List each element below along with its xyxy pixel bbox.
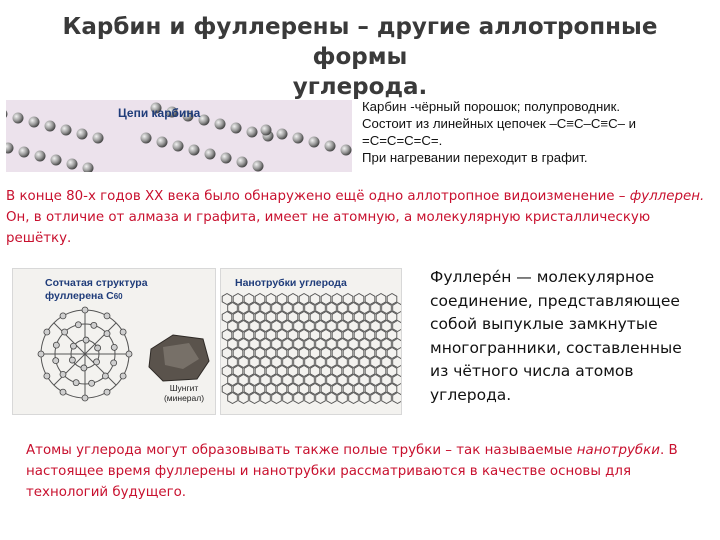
carbyne-line-3: =C=C=C=C=. xyxy=(362,133,443,148)
carbon-atom xyxy=(6,109,8,120)
nanotube-hexagon xyxy=(272,303,282,314)
fullerene-intro-paragraph xyxy=(6,186,711,249)
nanotube-hexagon xyxy=(349,339,359,350)
fullerene-atom xyxy=(53,358,59,364)
nanotube-hexagon xyxy=(283,357,293,368)
nanotube-hexagon xyxy=(393,321,401,332)
nanotube-hexagon xyxy=(327,321,337,332)
fullerene-label-line-2: фуллерена С60 xyxy=(45,290,123,302)
nanotube-hexagon xyxy=(283,393,293,404)
nanotube-hexagon xyxy=(382,393,392,404)
nanotube-hexagon xyxy=(288,366,298,377)
nanotube-hexagon xyxy=(338,321,348,332)
intro-text-part1: В конце 80-х годов XX века было обнаружено ещё одно аллотропное видоизменение – xyxy=(6,189,630,204)
nanotube-hexagon xyxy=(387,348,397,359)
nanotube-hexagon xyxy=(376,312,386,323)
fullerene-atom xyxy=(89,380,95,386)
nanotube-hexagon xyxy=(371,393,381,404)
carbon-atom xyxy=(341,145,352,156)
nanotube-hexagon xyxy=(244,366,254,377)
nanotube-hexagon xyxy=(316,357,326,368)
nanotube-hexagon xyxy=(250,393,260,404)
nanotube-hexagon xyxy=(310,348,320,359)
nanotube-hexagon xyxy=(327,339,337,350)
nanotube-hexagon xyxy=(327,375,337,386)
nanotube-hexagon xyxy=(261,357,271,368)
nanotube-hexagon xyxy=(343,366,353,377)
nanotube-hexagon xyxy=(266,294,276,305)
nanotube-hexagon xyxy=(327,393,337,404)
nanotube-hexagon xyxy=(228,321,238,332)
fullerene-atom xyxy=(104,389,110,395)
nanotube-hexagon xyxy=(327,303,337,314)
fullerene-atom xyxy=(126,351,132,357)
nanotube-hexagon xyxy=(250,339,260,350)
nanotube-hexagon xyxy=(360,357,370,368)
nanotube-hexagon xyxy=(283,303,293,314)
nanotube-hexagon xyxy=(305,375,315,386)
nanotube-hexagon xyxy=(250,357,260,368)
nanotube-hexagon xyxy=(316,303,326,314)
fullerene-definition xyxy=(430,266,715,408)
definition-line-1: Фуллере́н — молекулярное xyxy=(430,268,655,286)
carbon-atom xyxy=(189,145,200,156)
nanotube-hexagon xyxy=(233,294,243,305)
nanotube-hexagon xyxy=(338,339,348,350)
fullerene-atom xyxy=(111,344,117,350)
carbyne-chains-image xyxy=(6,100,352,172)
nanotube-hexagon xyxy=(393,339,401,350)
nanotube-hexagon xyxy=(338,303,348,314)
carbon-atom xyxy=(237,157,248,168)
fullerene-atom xyxy=(104,313,110,319)
nanotube-hexagon xyxy=(343,330,353,341)
nanotube-hexagon xyxy=(222,312,232,323)
nanotube-hexagon xyxy=(349,393,359,404)
carbon-atom xyxy=(45,121,56,132)
nanotube-text-part2: . В настоящее время фуллерены и нанотрубки рассматриваются в качестве основы для технологий будущего. xyxy=(26,443,678,500)
carbon-atom xyxy=(29,117,40,128)
nanotube-hexagon xyxy=(305,357,315,368)
nanotube-lattice-illustration xyxy=(221,269,401,414)
fullerene-label-subscript: 60 xyxy=(113,292,123,301)
nanotube-hexagon xyxy=(288,384,298,395)
fullerene-label-line-1: Сотчатая структура xyxy=(45,277,148,289)
carbon-atom xyxy=(83,163,94,173)
fullerene-atom xyxy=(60,389,66,395)
fullerene-atom xyxy=(62,329,68,335)
nanotube-hexagon xyxy=(327,357,337,368)
fullerene-atom xyxy=(44,373,50,379)
nanotube-hexagon xyxy=(393,393,401,404)
nanotube-hexagon xyxy=(261,339,271,350)
nanotube-hexagon xyxy=(338,357,348,368)
carbon-atom xyxy=(325,141,336,152)
carbon-atom xyxy=(231,123,242,134)
carbyne-line-4: При нагревании переходит в графит. xyxy=(362,150,588,165)
nanotube-hexagon xyxy=(228,357,238,368)
nanotube-hexagon xyxy=(239,393,249,404)
title-line-1: Карбин и фуллерены – другие аллотропные формы xyxy=(62,14,658,70)
nanotube-hexagon xyxy=(382,375,392,386)
nanotube-hexagon xyxy=(338,393,348,404)
nanotube-hexagon xyxy=(299,366,309,377)
fullerene-atom xyxy=(94,359,100,365)
nanotube-hexagon xyxy=(272,357,282,368)
nanotube-hexagon xyxy=(277,348,287,359)
fullerene-atom xyxy=(73,380,79,386)
nanotube-hexagon xyxy=(222,384,232,395)
nanotube-hexagon xyxy=(233,384,243,395)
nanotube-hexagon xyxy=(371,339,381,350)
nanotube-hexagon xyxy=(266,312,276,323)
nanotube-hexagon xyxy=(376,384,386,395)
nanotube-hexagon xyxy=(233,312,243,323)
nanotube-hexagon xyxy=(277,330,287,341)
nanotube-hexagon xyxy=(244,294,254,305)
nanotube-hexagon xyxy=(349,321,359,332)
nanotube-hexagon xyxy=(305,393,315,404)
nanotube-hexagon xyxy=(387,312,397,323)
nanotube-hexagon xyxy=(321,348,331,359)
nanotube-hexagon xyxy=(228,339,238,350)
intro-term-fullerene: фуллерен. xyxy=(629,189,705,204)
nanotube-hexagon xyxy=(321,366,331,377)
intro-text-part2: Он, в отличие от алмаза и графита, имеет не атомную, а молекулярную кристаллическую решётку. xyxy=(6,210,651,246)
nanotube-hexagon xyxy=(376,294,386,305)
nanotube-hexagon xyxy=(239,375,249,386)
nanotube-hexagon xyxy=(349,375,359,386)
nanotube-hexagon xyxy=(349,303,359,314)
nanotube-hexagon xyxy=(272,339,282,350)
nanotube-hexagon xyxy=(354,348,364,359)
nanotube-hexagon xyxy=(261,393,271,404)
definition-line-2: соединение, представляющее xyxy=(430,291,680,310)
fullerene-atom xyxy=(83,337,89,343)
nanotube-hexagon xyxy=(277,366,287,377)
nanotube-hexagon xyxy=(321,330,331,341)
nanotube-hexagon xyxy=(310,294,320,305)
nanotube-hexagon xyxy=(250,321,260,332)
nanotube-hexagon xyxy=(222,348,232,359)
nanotube-hexagon xyxy=(371,303,381,314)
shungite-mineral-image xyxy=(149,335,209,381)
nanotube-hexagon xyxy=(266,384,276,395)
nanotube-hexagon xyxy=(294,321,304,332)
nanotube-hexagon xyxy=(332,366,342,377)
nanotube-hexagon xyxy=(261,303,271,314)
nanotube-hexagon xyxy=(376,366,386,377)
nanotube-hexagon xyxy=(332,384,342,395)
nanotube-hexagon xyxy=(393,375,401,386)
fullerene-atom xyxy=(70,343,76,349)
fullerene-atom xyxy=(104,331,110,337)
nanotube-hexagon xyxy=(387,294,397,305)
nanotube-hexagon xyxy=(228,303,238,314)
definition-line-3: собой выпуклые замкнутые xyxy=(430,315,658,334)
carbon-atom xyxy=(93,133,104,144)
carbon-atom xyxy=(247,127,258,138)
nanotube-hexagon xyxy=(387,330,397,341)
nanotube-hexagon xyxy=(277,294,287,305)
definition-line-4: многогранники, составленные xyxy=(430,338,682,357)
nanotube-hexagon xyxy=(332,294,342,305)
nanotube-hexagon xyxy=(233,348,243,359)
nanotube-hexagon xyxy=(272,375,282,386)
nanotube-text-part1: Атомы углерода могут образовывать также полые трубки – так называемые xyxy=(26,443,577,458)
nanotube-hexagon xyxy=(393,357,401,368)
page-title xyxy=(20,12,700,102)
nanotube-hexagon xyxy=(316,375,326,386)
nanotube-hexagon xyxy=(321,312,331,323)
nanotube-hexagon xyxy=(354,330,364,341)
nanotube-hexagon xyxy=(382,357,392,368)
nanotube-hexagon xyxy=(266,330,276,341)
nanotube-hexagon xyxy=(222,330,232,341)
nanotube-hexagon xyxy=(255,294,265,305)
nanotube-hexagon xyxy=(272,321,282,332)
nanotube-hexagon xyxy=(239,339,249,350)
carbon-atom xyxy=(61,125,72,136)
fullerene-atom xyxy=(60,313,66,319)
nanotube-hexagon xyxy=(299,312,309,323)
nanotube-hexagon xyxy=(255,330,265,341)
nanotube-hexagon xyxy=(360,375,370,386)
nanotube-hexagon xyxy=(343,348,353,359)
carbon-atom xyxy=(13,113,24,124)
carbon-atom xyxy=(157,137,168,148)
nanotube-hexagon xyxy=(255,312,265,323)
nanotube-hexagon xyxy=(239,303,249,314)
fullerene-structure-image xyxy=(12,268,216,415)
nanotube-hexagon xyxy=(338,375,348,386)
nanotube-hexagon xyxy=(222,294,232,305)
nanotube-hexagon xyxy=(299,330,309,341)
nanotube-hexagon xyxy=(382,321,392,332)
nanotube-hexagon xyxy=(255,348,265,359)
nanotube-hexagon xyxy=(233,330,243,341)
fullerene-atom xyxy=(53,342,59,348)
carbon-atom xyxy=(77,129,88,140)
nanotube-hexagon xyxy=(316,321,326,332)
carbon-atom xyxy=(221,153,232,164)
title-line-2: углерода. xyxy=(292,74,428,100)
nanotube-hexagon xyxy=(277,384,287,395)
nanotube-hexagon xyxy=(305,321,315,332)
fullerene-atom xyxy=(82,395,88,401)
nanotube-hexagon xyxy=(283,321,293,332)
nanotube-hexagon xyxy=(288,348,298,359)
nanotube-hexagon xyxy=(382,303,392,314)
nanotube-hexagon xyxy=(365,330,375,341)
nanotube-hexagon xyxy=(255,366,265,377)
nanotube-hexagon xyxy=(299,294,309,305)
nanotube-hexagon xyxy=(343,312,353,323)
carbon-atom xyxy=(205,149,216,160)
nanotube-hexagon xyxy=(387,384,397,395)
nanotube-hexagon xyxy=(354,384,364,395)
carbon-atom xyxy=(6,143,14,154)
fullerene-atom xyxy=(102,373,108,379)
nanotube-hexagon xyxy=(310,366,320,377)
nanotube-hexagon xyxy=(332,312,342,323)
nanotube-hexagon xyxy=(321,384,331,395)
fullerene-atom xyxy=(91,322,97,328)
fullerene-atom xyxy=(38,351,44,357)
nanotube-hexagon xyxy=(321,294,331,305)
definition-line-5: из чётного числа атомов xyxy=(430,362,634,381)
nanotube-hexagon xyxy=(371,375,381,386)
nanotube-paragraph xyxy=(26,440,686,503)
nanotube-term: нанотрубки xyxy=(576,443,660,458)
nanotube-hexagon xyxy=(244,312,254,323)
nanotube-hexagon xyxy=(294,357,304,368)
fullerene-atom xyxy=(69,357,75,363)
nanotube-hexagon xyxy=(299,384,309,395)
fullerene-atom xyxy=(120,329,126,335)
fullerene-atom xyxy=(120,373,126,379)
nanotube-image xyxy=(220,268,402,415)
nanotube-hexagon xyxy=(222,366,232,377)
nanotube-hexagon xyxy=(343,294,353,305)
nanotube-hexagon xyxy=(371,357,381,368)
nanotube-image-label: Нанотрубки углерода xyxy=(235,277,347,289)
nanotube-hexagon xyxy=(228,375,238,386)
nanotube-hexagon xyxy=(360,393,370,404)
nanotube-hexagon xyxy=(310,384,320,395)
fullerene-atom xyxy=(82,307,88,313)
nanotube-hexagon xyxy=(255,384,265,395)
nanotube-hexagon xyxy=(244,330,254,341)
nanotube-hexagon xyxy=(365,348,375,359)
carbon-atom xyxy=(293,133,304,144)
nanotube-hexagon xyxy=(343,384,353,395)
nanotube-hexagon xyxy=(376,348,386,359)
carbon-atom xyxy=(35,151,46,162)
nanotube-hexagon xyxy=(299,348,309,359)
nanotube-hexagon xyxy=(261,375,271,386)
nanotube-hexagon xyxy=(250,375,260,386)
nanotube-hexagon xyxy=(365,366,375,377)
nanotube-hexagon xyxy=(310,312,320,323)
nanotube-hexagon xyxy=(288,312,298,323)
carbyne-description xyxy=(362,98,720,166)
nanotube-hexagon xyxy=(349,357,359,368)
fullerene-atom xyxy=(60,371,66,377)
nanotube-hexagon xyxy=(294,339,304,350)
nanotube-hexagon xyxy=(360,339,370,350)
carbyne-line-2: Состоит из линейных цепочек –C≡C–C≡C– и xyxy=(362,116,636,131)
nanotube-hexagon xyxy=(387,366,397,377)
carbon-atom xyxy=(67,159,78,170)
nanotube-hexagon xyxy=(376,330,386,341)
nanotube-hexagon xyxy=(354,366,364,377)
nanotube-hexagon xyxy=(266,366,276,377)
carbon-atom xyxy=(215,119,226,130)
nanotube-hexagon xyxy=(365,312,375,323)
nanotube-hexagon xyxy=(228,393,238,404)
nanotube-hexagon xyxy=(360,321,370,332)
nanotube-hexagon xyxy=(354,294,364,305)
fullerene-atom xyxy=(81,365,87,371)
nanotube-hexagon xyxy=(239,357,249,368)
nanotube-hexagon xyxy=(283,339,293,350)
carbon-atom xyxy=(173,141,184,152)
nanotube-hexagon xyxy=(288,330,298,341)
nanotube-hexagon xyxy=(250,303,260,314)
carbon-atom xyxy=(141,133,152,144)
nanotube-hexagon xyxy=(283,375,293,386)
nanotube-hexagon xyxy=(244,384,254,395)
fullerene-atom xyxy=(44,329,50,335)
carbon-atom xyxy=(19,147,30,158)
nanotube-hexagon xyxy=(365,384,375,395)
nanotube-hexagon xyxy=(294,303,304,314)
nanotube-hexagon xyxy=(277,312,287,323)
nanotube-hexagon xyxy=(244,348,254,359)
nanotube-hexagon xyxy=(294,375,304,386)
nanotube-hexagon xyxy=(316,339,326,350)
nanotube-hexagon xyxy=(288,294,298,305)
carbon-atom xyxy=(309,137,320,148)
nanotube-hexagon xyxy=(261,321,271,332)
shungite-label: Шунгит (минерал) xyxy=(163,383,205,403)
definition-line-6: углерода. xyxy=(430,385,512,404)
carbyne-image-label: Цепи карбина xyxy=(118,106,201,120)
carbon-atom xyxy=(51,155,62,166)
nanotube-hexagon xyxy=(294,393,304,404)
nanotube-hexagon xyxy=(382,339,392,350)
nanotube-hexagon xyxy=(365,294,375,305)
nanotube-hexagon xyxy=(316,393,326,404)
carbyne-line-1: Карбин -чёрный порошок; полупроводник. xyxy=(362,99,621,114)
carbon-atom xyxy=(261,125,272,136)
nanotube-hexagon xyxy=(332,330,342,341)
nanotube-hexagon xyxy=(233,366,243,377)
nanotube-hexagon xyxy=(332,348,342,359)
nanotube-hexagon xyxy=(354,312,364,323)
carbon-atom xyxy=(277,129,288,140)
fullerene-atom xyxy=(111,360,117,366)
nanotube-hexagon xyxy=(310,330,320,341)
carbon-atom xyxy=(253,161,264,172)
nanotube-hexagon xyxy=(371,321,381,332)
nanotube-hexagon xyxy=(272,393,282,404)
fullerene-atom xyxy=(75,322,81,328)
nanotube-hexagon xyxy=(305,339,315,350)
nanotube-hexagon xyxy=(266,348,276,359)
nanotube-hexagon xyxy=(393,303,401,314)
fullerene-atom xyxy=(95,345,101,351)
nanotube-hexagon xyxy=(305,303,315,314)
nanotube-hexagon xyxy=(360,303,370,314)
nanotube-hexagon xyxy=(239,321,249,332)
